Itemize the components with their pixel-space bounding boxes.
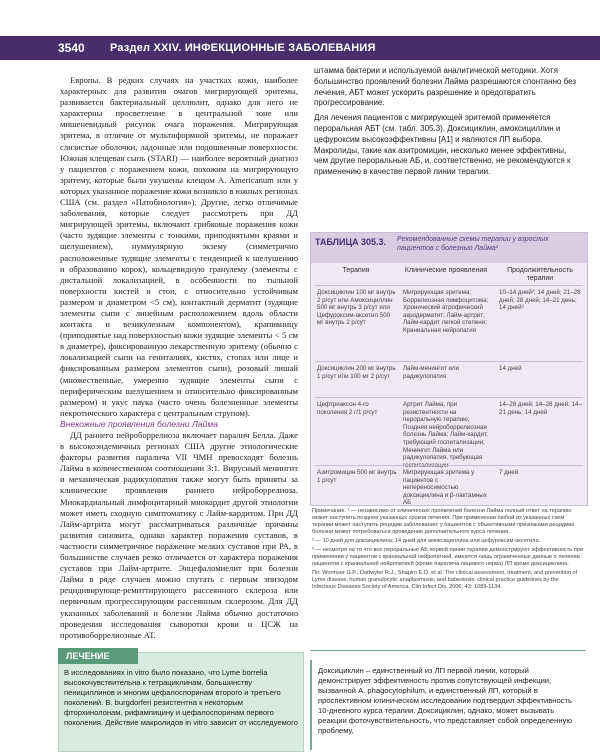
- table-cell-duration: 14–28 дней; 14–28 дней; 14–21 день; 14 дней: [499, 401, 582, 416]
- treatment-table: [310, 232, 588, 506]
- page-number-box: [0, 36, 56, 60]
- right-column-text: [314, 66, 582, 182]
- section-title: Раздел XXIV. ИНФЕКЦИОННЫЕ ЗАБОЛЕВАНИЯ: [110, 42, 376, 54]
- table-cell-manifestations: Мигрирующая эритема; Боррелиозная лимфоцитома; Хронический атрофический акродерматит; Лайм-артрит; Лайм-кардит легкой степени; Краниальная нейропатия: [403, 289, 489, 334]
- right-box-rule: [310, 650, 586, 651]
- table-divider: [315, 285, 583, 286]
- table-cell-manifestations: Артрит Лайма, при резистентности на пероральную терапию; Поздняя нейроборрелиозная болезнь Лайма; Лайм-кардит, требующий госпитализации; Менингит Лайма или радикулопатия, требующая госпитализации: [403, 401, 488, 469]
- table-cell-manifestations: Мигрирующая эритема у пациентов с непереносимостью доксициклина и β-лактамных АБ: [403, 469, 487, 507]
- table-cell-therapy: Доксициклин 100 мг внутрь 2 р/сут или Амоксициллин 500 мг внутрь 3 р/сут или Цефуроксим-аксетил 500 мг внутрь 2 р/сут: [317, 289, 396, 327]
- right-box-text: Доксициклин – единственный из ЛП первой линии, который демонстрирует эффективность против сопутствующей инфекции, вызванной A. phagocytophilum, и единственный ЛП, который в проспективном клиническом исследовании подтвердил эффективность 10-дневного курса терапии. Доксициклин, однако, может вызывать реакции фоточувствительность, что представляет собой определенную проблему,: [318, 666, 573, 735]
- page-header: [0, 36, 600, 60]
- table-label: ТАБЛИЦА 305.3.: [315, 237, 387, 247]
- table-notes: [312, 508, 584, 593]
- table-divider: [315, 397, 583, 398]
- table-cell-therapy: Азитромицин 500 мг внутрь 1 р/сут: [317, 469, 397, 484]
- right-paragraph-2: Для лечения пациентов с мигрирующей эритемой применяется пероральная АБТ (см. табл. 305.3). Доксициклин, амоксициллин и цефуроксим высокоэффективны [А1] и являются ЛП выбора. Макролиды, такие как азитромицин, несколько менее эффективны, чем другие пероральные АБ, и, соответственно, не рекомендуются к применению в качестве первой линии терапии.: [314, 113, 571, 177]
- table-title-bar: [311, 233, 587, 263]
- table-note: Примечание. ¹ — независимо от клинических проявлений болезни Лайма полный ответ на терапию может наступить позднее указанных сроков лечения. При применении любой из указанных схем терапии может наступить рецидив заболевания; у пациентов с объективными признаками рецидива болезни может потребоваться проведение дополнительного курса лечения.: [312, 508, 575, 535]
- right-paragraph-1: штамма бактерии и используемой аналитической методики. Хотя большинство проявлений болезни Лайма разрешаются спонтанно без лечения, АБТ может ускорить разрешение и предотвратить прогрессирование.: [314, 66, 577, 108]
- table-caption: Рекомендованные схемы терапии у взрослых пациентов с болезнью Лайма¹: [397, 236, 549, 252]
- treatment-text: В исследованиях in vitro было показано, что Lyme borrelia высокочувствительна к тетрациклинам, большинству пенициллинов и многим цефалоспоринам второго и третьего поколений. B. burgdorferi резистентна к некоторым фторхинолонам, рифампицину и цефалоспоринам первого поколения. Действие макролидов in vitro зависит от исследуемого: [64, 668, 298, 727]
- table-note: ³ — несмотря на то что все пероральные АБ первой линии терапии демонстрируют эффективность при применении у пациентов с краниальной нейропатией, имеются лишь ограниченные данные о лечении пациентов с краниальной нейропатией (кроме паралича лицевого нерва) ЛП кроме доксициклина.: [312, 547, 584, 567]
- table-divider: [315, 361, 583, 362]
- table-cell-therapy: Доксициклин 200 мг внутрь 1 р/сут или 100 мг 2 р/сут: [317, 365, 396, 380]
- table-source: По: Wormser G.P., Dattwyler R.J., Shapiro E.D. et al. The clinical assessment, treatment, and prevention of Lyme disease, human granulocytic anaplasmosis, and babesiosis: clinical practice guidelines by the Infectious Diseases Society of America. Clin Infect Dis. 2006; 43: 1089-1134.: [312, 570, 578, 590]
- table-cell-manifestations: Лайм-менингит или радикулопатия: [403, 365, 460, 380]
- left-column: [60, 75, 298, 641]
- table-cell-therapy: Цефтриаксон 4-го поколения 2 г/1 р/сут: [317, 401, 378, 416]
- treatment-title: ЛЕЧЕНИЕ: [66, 651, 110, 661]
- table-header-therapy: Терапия: [342, 267, 370, 274]
- left-paragraph-2: ДД раннего нейроборрелиоза включает паралич Белла. Даже в высокоэндемичных регионах США другие этиологические факторы развития паралича VII ЧМН превосходят болезнь Лайма в количественном соотношении 3:1. Вирусный менингит и механическая радикулопатия также могут быть приняты за клинические проявления раннего нейроборрелиоза. Миокардиальный лимфоцитарный миокардит другой этиологии может иметь сходную симптоматику с Лайм-кардитом. При ДД Лайм-артрита могут рассматриваться различные причины развития синовита, однако характер поражения суставов, в частности симметричное поражение мелких суставов при РА, в большинстве случаев резко отличается от характера поражения суставов при Лайм-артрите. Энцефаломиелит при болезни Лайма в ряде случаев можно спутать с первым эпизодом рецидивирующе-ремиттирующего рассеянного склероза или первичным прогрессирующим рассеянным склерозом. Для ДД указанных заболеваний и болезни Лайма обычно достаточно проведения исследования сыворотки крови и ЦСЖ на противоборрелиозные АТ.: [60, 430, 298, 640]
- page-number: 3540: [58, 41, 85, 55]
- table-header-duration: Продолжительность терапии: [507, 267, 573, 282]
- table-cell-duration: 14 дней: [499, 365, 522, 372]
- table-divider: [315, 465, 583, 466]
- left-paragraph-1: Европы. В редких случаях на участках кожи, наиболее характерных для развития очагов мигрирующей эритемы, развивается бактериальный целлюлит, однако для него не характерны просветление в центральной зоне или мишеневидный рисунок очага поражения. Мигрирующая эритема, в отличие от мультиформной эритемы, не поражает слизистые оболочки, ладонные или подошвенные поверхности. Южная клещевая сыпь (STARI) — наиболее вероятный диагноз у пациентов с поражением кожи, похожим на мигрирующую эритему, которые были укушены клещом A. Americanum или у которых указанное поражение кожи возникло в южных регионах США (см. раздел «Патобиология»). Другие, легко отличимые заболевания, которые следует рассмотреть при ДД мигрирующей эритемы, включают грибковые поражения кожи (часто зудящие элементы с тонкими, приподнятыми краями и шелушением), нуммулярную экзему (симметрично расположенные зудящие элементы с тенденцией к шелушению и образованию корок), кольцевидную гранулему (элементы с дистальной локализацией, в особенности по тыльной поверхности кистей и стоп, с относительно устойчивым размером и диаметром <5 см), контактный дерматит (зудящие элементы сыпи с линейным расположением вдоль области контакта и везикулезным компонентом), крапивницу (приподнятые над поверхностью кожи зудящие элементы < 5 см в диаметре), фиксированную лекарственную эритему (обычно с локализацией сыпи на гениталиях, кистях, стопах или лице и фиксированным размером элементов сыпи), розовый лишай (множественные, умеренно зудящие элементы сыпи с периферическим шелушением и относительно фиксированным размером) и укус паука (часто очень болезненные элементы некротического характера с центральным струпом).: [60, 75, 298, 418]
- table-cell-duration: 10–14 дней²; 14 дней; 21–28 дней; 28 дней; 14–21 день; 14 дней³: [499, 289, 581, 312]
- table-header-manifestations: Клинические проявления: [404, 267, 488, 274]
- subheading-extracutaneous: Внекожные проявления болезни Лайма: [60, 418, 218, 429]
- table-note: ² — 10 дней для доксициклина; 14 дней для амоксициллина или цефуроксим-аксетила.: [312, 538, 541, 544]
- table-cell-duration: 7 дней: [499, 469, 519, 476]
